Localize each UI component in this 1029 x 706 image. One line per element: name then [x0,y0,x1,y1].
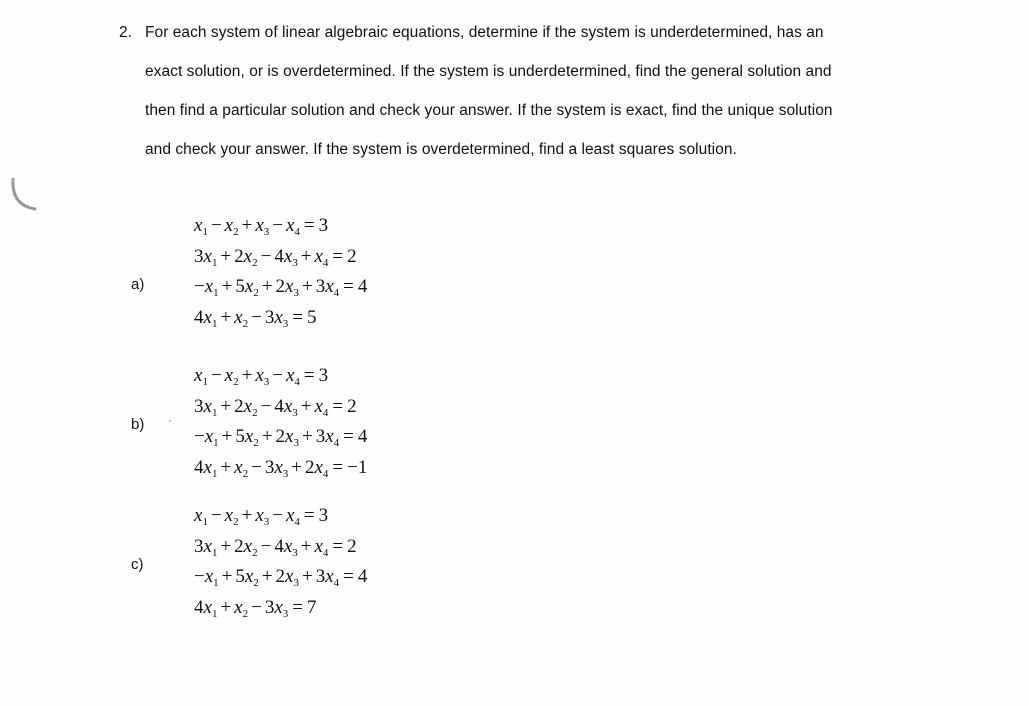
variable: $x_4$ [314,456,329,480]
right-hand-side: 4 [357,276,368,297]
variable: $x_4$ [285,215,300,238]
variable: $x_3$ [274,456,289,480]
operator: − [251,456,262,478]
operator: + [261,426,273,447]
operator: + [301,276,313,297]
variable: $x_4$ [325,276,340,299]
variable: $x_2$ [234,306,249,330]
variable: $x_3$ [255,365,270,388]
variable: $x_1$ [204,566,219,589]
equation [194,562,367,593]
equals-sign: = [303,365,315,386]
equation-system-a [194,211,367,333]
coefficient: 4 [274,395,284,417]
variable: $x_1$ [194,365,208,388]
equation [194,242,367,273]
variable: $x_1$ [194,215,208,238]
equals-sign: = [332,456,344,478]
equals-sign: = [303,215,315,236]
coefficient: 3 [194,395,204,417]
operator: − [260,535,272,557]
operator: + [301,426,313,447]
variable: $x_1$ [204,426,219,449]
variable: $x_1$ [203,395,218,419]
equals-sign: = [292,596,303,618]
variable: $x_2$ [244,566,259,589]
equals-sign: = [343,566,354,587]
problem-number: 2. [119,24,132,41]
operator: + [261,566,273,587]
instruction-line-2: exact solution, or is overdetermined. If the system is underdetermined, find the general solution and [145,63,832,80]
operator: + [291,456,302,478]
operator: + [221,276,233,297]
part-label-c: c) [131,556,144,573]
coefficient: 3 [315,426,326,447]
scan-speck [169,420,171,422]
equation [194,422,367,453]
operator: − [194,566,205,587]
coefficient: 3 [264,306,275,328]
variable: $x_4$ [314,395,329,419]
operator: − [194,426,205,447]
scan-artifact-mark [0,178,40,222]
operator: − [260,395,272,417]
variable: $x_1$ [203,306,218,330]
operator: + [241,505,253,526]
right-hand-side: 4 [357,566,368,587]
variable: $x_2$ [243,535,258,559]
operator: + [241,215,253,236]
variable: $x_2$ [243,395,258,419]
equals-sign: = [332,245,344,267]
right-hand-side: 5 [306,306,317,328]
coefficient: 4 [194,456,204,478]
equation [194,593,367,624]
instruction-line-3: then find a particular solution and check your answer. If the system is exact, find the unique solution [145,102,833,119]
equation [194,211,367,242]
variable: $x_3$ [285,426,299,449]
variable: $x_3$ [255,505,270,528]
operator: + [221,566,233,587]
equals-sign: = [332,395,344,417]
operator: + [220,596,232,618]
operator: − [272,215,283,236]
operator: + [220,535,232,557]
variable: $x_4$ [285,365,300,388]
coefficient: 4 [194,596,204,618]
coefficient: 2 [234,245,244,267]
variable: $x_2$ [224,365,239,388]
equals-sign: = [303,505,315,526]
coefficient: 2 [304,456,315,478]
variable: $x_1$ [203,245,218,269]
coefficient: 3 [264,596,275,618]
operator: + [220,306,232,328]
variable: $x_2$ [244,426,259,449]
operator: − [210,215,222,236]
right-hand-side: 3 [318,365,329,386]
variable: $x_3$ [274,306,289,330]
equation [194,303,367,334]
variable: $x_4$ [285,505,300,528]
variable: $x_1$ [194,505,208,528]
right-hand-side: 2 [347,535,357,557]
right-hand-side: 7 [306,596,317,618]
right-hand-side: 2 [347,395,357,417]
coefficient: 2 [275,566,286,587]
operator: − [272,365,283,386]
variable: $x_2$ [234,596,249,620]
coefficient: 3 [194,535,204,557]
right-hand-side: 4 [357,426,368,447]
equation-system-c [194,501,367,623]
equals-sign: = [343,276,354,297]
part-label-a: a) [131,276,145,293]
variable: $x_4$ [314,245,329,269]
coefficient: 5 [235,426,245,447]
equals-sign: = [332,535,344,557]
equation [194,361,367,392]
variable: $x_3$ [285,566,299,589]
right-hand-side: 3 [318,505,329,526]
equation-system-b [194,361,367,483]
operator: − [260,245,272,267]
right-hand-side: 2 [347,245,357,267]
operator: − [210,365,222,386]
variable: $x_3$ [285,276,299,299]
instruction-line-1: For each system of linear algebraic equations, determine if the system is underdetermined, has an [145,24,824,41]
coefficient: 2 [275,276,286,297]
equals-sign: = [343,426,354,447]
variable: $x_4$ [325,566,340,589]
coefficient: 5 [235,276,245,297]
variable: $x_3$ [274,596,289,620]
part-label-b: b) [131,416,145,433]
variable: $x_1$ [203,535,218,559]
operator: + [221,426,233,447]
operator: + [300,535,312,557]
coefficient: 2 [234,395,244,417]
coefficient: 3 [315,566,326,587]
variable: $x_1$ [203,456,218,480]
equation [194,272,367,303]
variable: $x_2$ [224,505,239,528]
operator: − [272,505,283,526]
variable: $x_3$ [283,395,298,419]
coefficient: 3 [315,276,326,297]
operator: + [220,456,232,478]
right-hand-side: −1 [347,456,368,478]
operator: + [261,276,273,297]
equation [194,392,367,423]
equation [194,453,367,484]
coefficient: 2 [275,426,286,447]
operator: − [210,505,222,526]
variable: $x_2$ [243,245,258,269]
variable: $x_1$ [203,596,218,620]
variable: $x_2$ [244,276,259,299]
equation [194,501,367,532]
operator: − [251,306,262,328]
coefficient: 5 [235,566,245,587]
coefficient: 4 [274,245,284,267]
operator: + [241,365,253,386]
coefficient: 2 [234,535,244,557]
operator: + [300,395,312,417]
operator: − [194,276,205,297]
coefficient: 3 [264,456,275,478]
equation [194,532,367,563]
variable: $x_4$ [314,535,329,559]
operator: + [301,566,313,587]
variable: $x_2$ [234,456,249,480]
variable: $x_3$ [283,535,298,559]
operator: + [300,245,312,267]
variable: $x_4$ [325,426,340,449]
coefficient: 4 [274,535,284,557]
coefficient: 4 [194,306,204,328]
equals-sign: = [292,306,303,328]
right-hand-side: 3 [318,215,329,236]
instruction-line-4: and check your answer. If the system is overdetermined, find a least squares solution. [145,141,737,158]
variable: $x_2$ [224,215,239,238]
operator: + [220,395,232,417]
coefficient: 3 [194,245,204,267]
operator: + [220,245,232,267]
variable: $x_3$ [283,245,298,269]
operator: − [251,596,262,618]
variable: $x_3$ [255,215,270,238]
variable: $x_1$ [204,276,219,299]
